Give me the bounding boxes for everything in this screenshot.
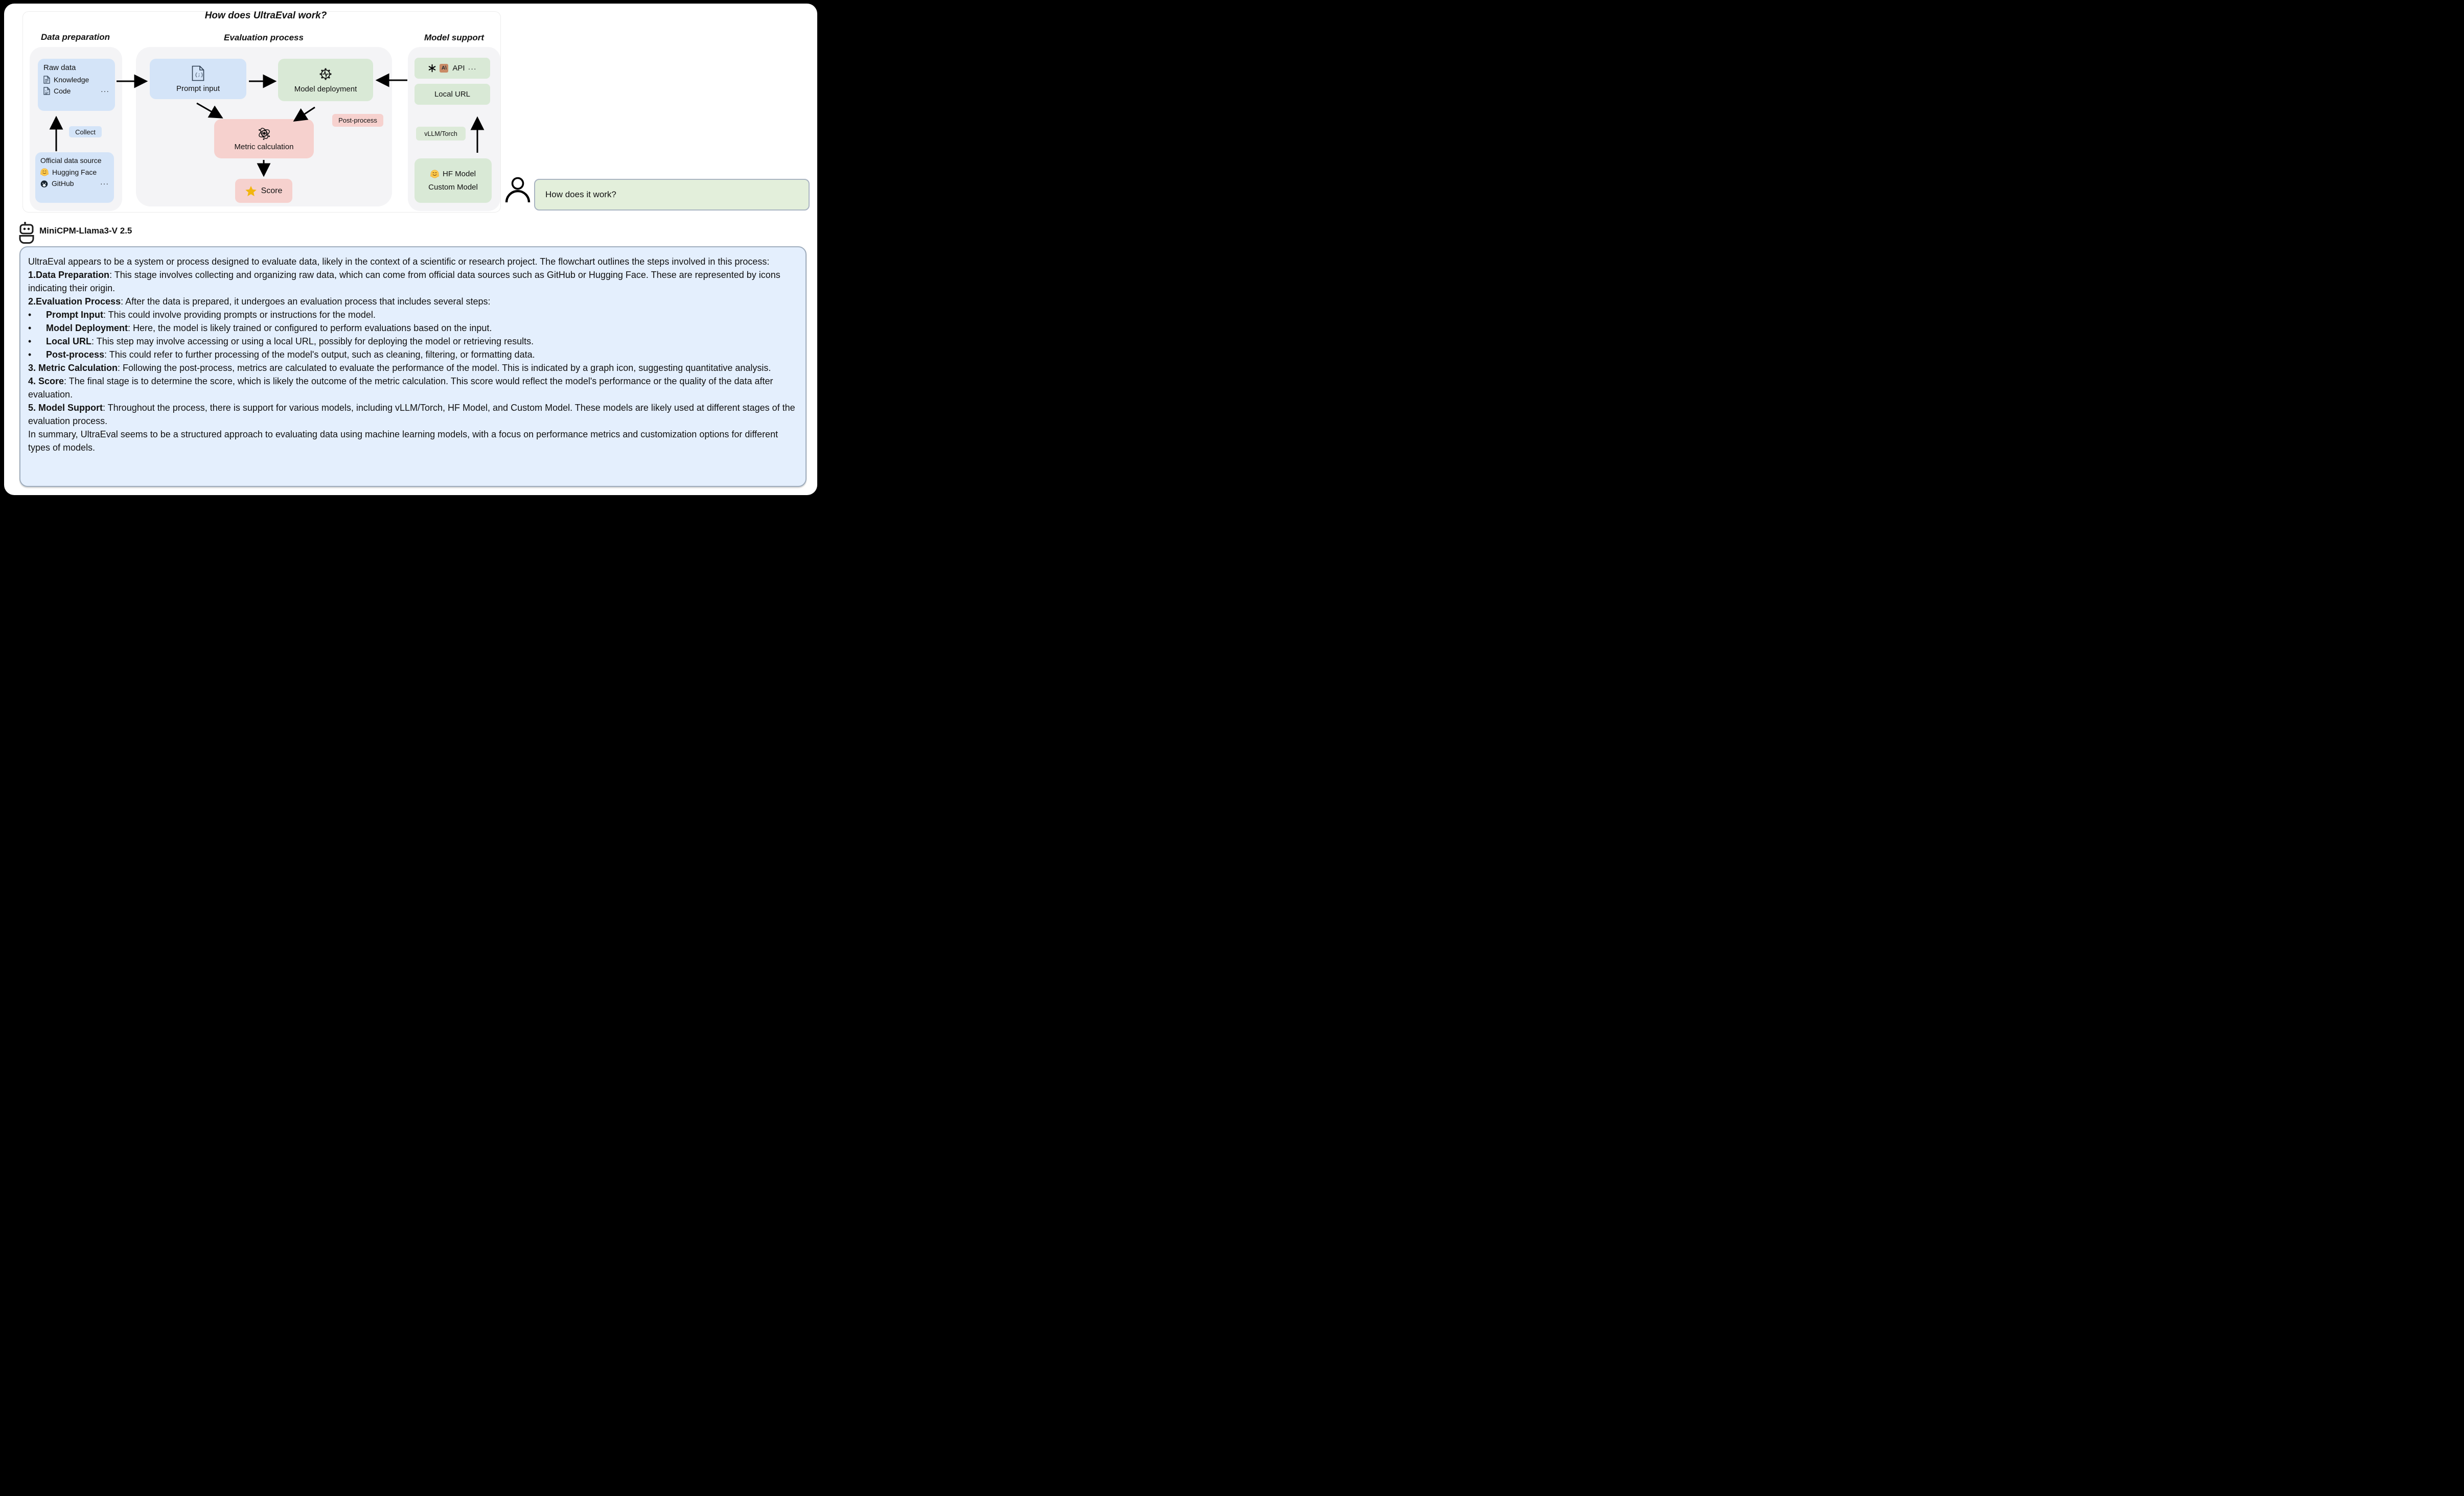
screenshot — [0, 0, 821, 499]
official-more-dots: ··· — [100, 179, 109, 188]
metric-calculation-label: Metric calculation — [234, 143, 294, 151]
user-question-bubble — [534, 179, 810, 211]
response-paragraph: UltraEval appears to be a system or process designed to evaluate data, likely in the context of a scientific or research project. The flowchart outlines the steps involved in this process: — [28, 256, 770, 267]
response-body — [28, 255, 797, 454]
response-paragraph: 4. Score: The final stage is to determine the score, which is likely the outcome of the metric calculation. This score would reflect the model's performance or the quality of the data after evaluation. — [28, 376, 773, 400]
robot-icon — [17, 221, 36, 244]
model-name: MiniCPM-Llama3-V 2.5 — [39, 226, 132, 236]
local-url-label: Local URL — [434, 90, 471, 99]
diagram-title: How does UltraEval work? — [204, 10, 327, 21]
svg-text:{;}: {;} — [195, 72, 204, 78]
response-paragraph: • Post-process: This could refer to further processing of the model's output, such as cleaning, filtering, or formatting data. — [28, 348, 797, 361]
knowledge-label: Knowledge — [54, 76, 89, 84]
section-header-evaluation-process: Evaluation process — [224, 33, 304, 42]
model-deployment-label: Model deployment — [294, 85, 357, 94]
bullet-icon: • — [28, 310, 32, 320]
api-more-dots: ··· — [468, 64, 477, 73]
bullet-icon: • — [28, 323, 32, 333]
response-paragraph: 3. Metric Calculation: Following the post-process, metrics are calculated to evaluate the performance of the model. This is indicated by a graph icon, suggesting quantitative analysis. — [28, 363, 771, 373]
official-source-title: Official data source — [40, 156, 102, 165]
response-paragraph: 2.Evaluation Process: After the data is prepared, it undergoes an evaluation process that includes several steps: — [28, 296, 491, 307]
post-process-chip: Post-process — [332, 114, 383, 127]
github-label: GitHub — [52, 179, 74, 188]
raw-more-dots: ··· — [101, 87, 109, 95]
raw-data-title: Raw data — [43, 63, 76, 72]
bullet-icon: • — [28, 349, 32, 360]
response-paragraph: • Local URL: This step may involve accessing or using a local URL, possibly for deploying the model or retrieving results. — [28, 335, 797, 348]
bullet-icon: • — [28, 336, 32, 346]
response-paragraph: In summary, UltraEval seems to be a structured approach to evaluating data using machine learning models, with a focus on performance metrics and customization options for different types of models. — [28, 429, 778, 453]
response-box — [19, 246, 807, 487]
collect-chip: Collect — [69, 126, 102, 137]
api-label: API — [452, 64, 465, 73]
custom-model-label: Custom Model — [428, 183, 478, 192]
response-paragraph: • Prompt Input: This could involve providing prompts or instructions for the model. — [28, 308, 797, 321]
response-paragraph: 1.Data Preparation: This stage involves collecting and organizing raw data, which can come from official data sources such as GitHub or Hugging Face. These are represented by icons indicating their origin. — [28, 270, 780, 293]
section-header-data-preparation: Data preparation — [40, 32, 110, 42]
code-label: Code — [54, 87, 71, 95]
response-paragraph: • Model Deployment: Here, the model is likely trained or configured to perform evaluations based on the input. — [28, 321, 797, 335]
response-paragraph: 5. Model Support: Throughout the process, there is support for various models, including vLLM/Torch, HF Model, and Custom Model. These models are likely used at different stages of the evaluation process. — [28, 403, 795, 426]
anthropic-icon: A\ — [440, 64, 448, 73]
vllm-torch-chip: vLLM/Torch — [416, 127, 466, 141]
hf-model-label: HF Model — [442, 170, 476, 178]
user-question-text: How does it work? — [545, 190, 616, 199]
svg-text:</>: </> — [45, 89, 50, 93]
user-icon — [504, 175, 532, 205]
prompt-input-label: Prompt input — [176, 84, 220, 93]
score-label: Score — [261, 186, 283, 195]
hugging-face-label: Hugging Face — [52, 168, 97, 176]
section-header-model-support: Model support — [424, 33, 485, 42]
